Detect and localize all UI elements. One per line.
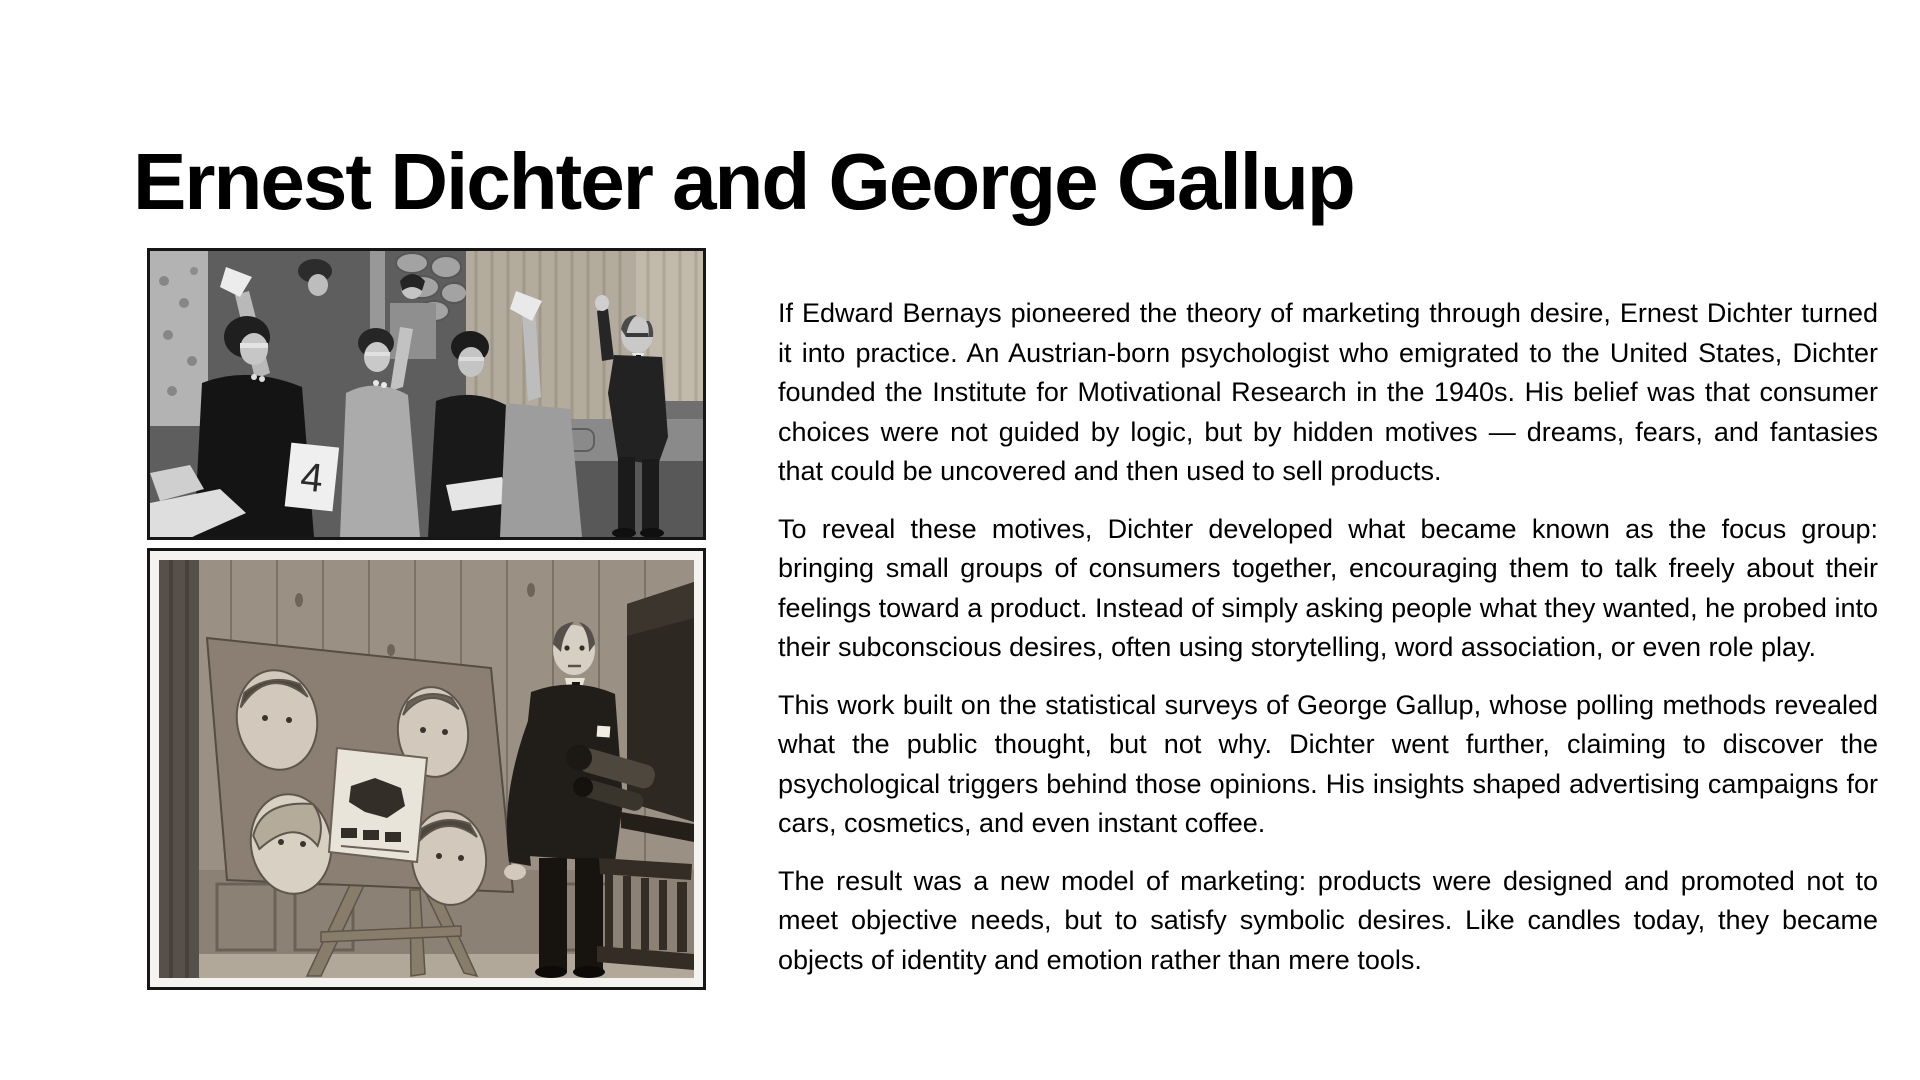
body-paragraph-3: This work built on the statistical surveys of George Gallup, whose polling methods revealed what the public thought, but not why. Dichter went further, claiming to discover the psychological triggers behind those opinions. His insights shaped advertising campaigns for cars, cosmetics, and even instant coffee. (778, 689, 1878, 838)
body-paragraph-1: If Edward Bernays pioneered the theory of marketing through desire, Ernest Dichter turned it into practice. An Austrian-born psychologist who emigrated to the United States, Dichter founded the Institute for Motivational Research in the 1940s. His belief was that consumer choices were not guided by logic, but by hidden motives — dreams, fears, and fantasies that could be uncovered and then used to sell products. (778, 298, 1878, 486)
gallup-press-photo (147, 548, 706, 990)
focus-group-photo (147, 248, 706, 540)
number-card (285, 443, 339, 512)
body-text (778, 294, 1878, 980)
photo-column (147, 248, 706, 990)
page-title: Ernest Dichter and George Gallup (133, 136, 1354, 226)
body-paragraph-4: The result was a new model of marketing: products were designed and promoted not to meet objective needs, but to satisfy symbolic desires. Like candles today, they became objects of identity and emotion rather than mere tools. (778, 865, 1878, 975)
focus-group-illustration (150, 251, 703, 537)
gallup-illustration (159, 560, 694, 978)
body-paragraph-2: To reveal these motives, Dichter developed what became known as the focus group: bringing small groups of consumers together, encouraging them to talk freely about their feelings toward a product. Instead of simply asking people what they wanted, he probed into their subconscious desires, often using storytelling, word association, or even role play. (778, 513, 1878, 662)
card-number: 4 (298, 454, 326, 502)
